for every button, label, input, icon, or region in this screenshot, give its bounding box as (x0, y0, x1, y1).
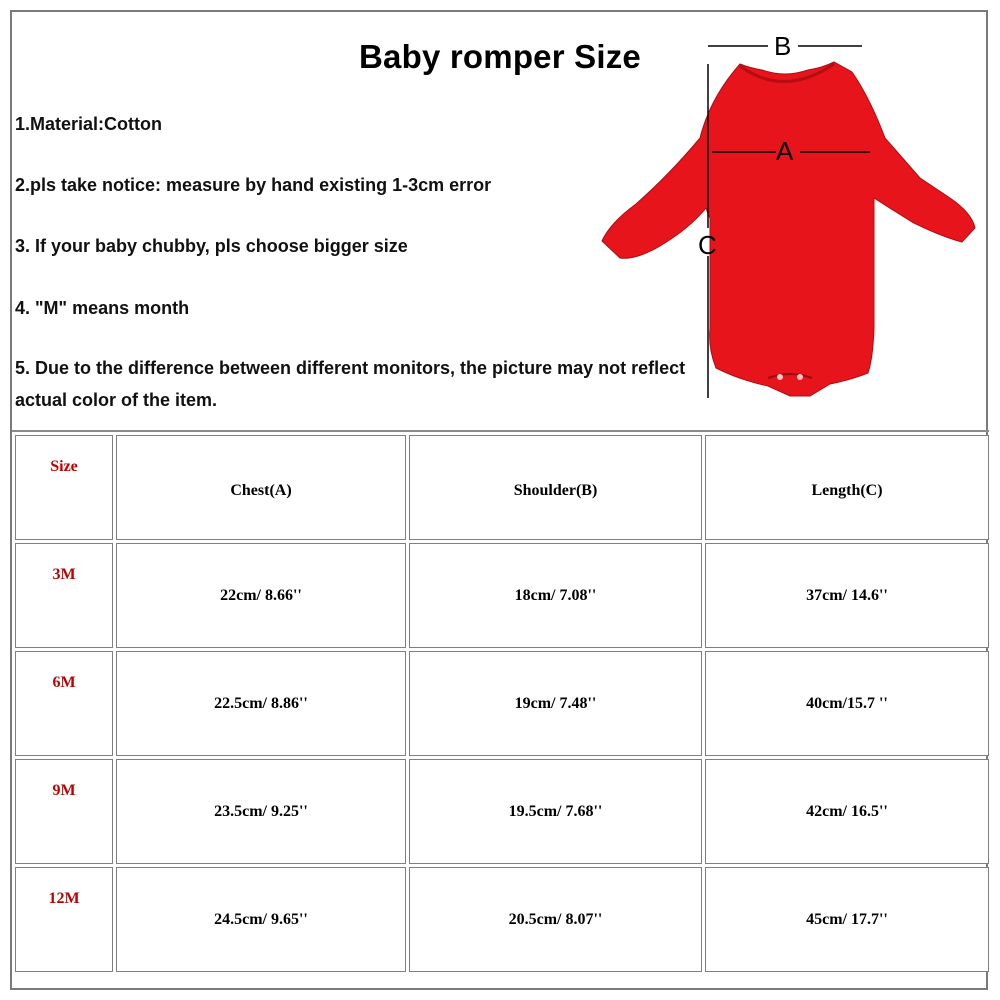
table-row (15, 651, 989, 756)
length-cell: 42cm/ 16.5'' (705, 759, 989, 864)
chest-cell: 23.5cm/ 9.25'' (116, 759, 406, 864)
snap-button (777, 374, 783, 380)
shoulder-cell: 18cm/ 7.08'' (409, 543, 702, 648)
note-chubby: 3. If your baby chubby, pls choose bigger size (15, 236, 408, 256)
note-monitor-color: 5. Due to the difference between different monitors, the picture may not reflect actual color of the item. (15, 358, 686, 410)
chest-cell: 22.5cm/ 8.86'' (116, 651, 406, 756)
table-header-row (15, 435, 989, 540)
length-cell: 37cm/ 14.6'' (705, 543, 989, 648)
shoulder-cell: 20.5cm/ 8.07'' (409, 867, 702, 972)
chest-cell: 22cm/ 8.66'' (116, 543, 406, 648)
note-month: 4. "M" means month (15, 298, 190, 318)
size-table-container (12, 430, 989, 975)
romper-diagram (590, 28, 990, 418)
snap-button (797, 374, 803, 380)
shoulder-cell: 19cm/ 7.48'' (409, 651, 702, 756)
table-row (15, 759, 989, 864)
label-a: A (776, 136, 794, 166)
length-cell: 40cm/15.7 '' (705, 651, 989, 756)
size-cell: 6M (15, 651, 113, 756)
size-cell: 3M (15, 543, 113, 648)
size-table (12, 432, 992, 975)
page-title: Baby romper Size (359, 38, 641, 75)
label-c: C (698, 230, 717, 260)
header-chest: Chest(A) (116, 435, 406, 540)
header-length: Length(C) (705, 435, 989, 540)
header-size: Size (15, 435, 113, 540)
table-row (15, 867, 989, 972)
romper-illustration (590, 28, 990, 418)
romper-shape (602, 62, 975, 396)
size-cell: 9M (15, 759, 113, 864)
note-material: 1.Material:Cotton (15, 114, 163, 134)
table-row (15, 543, 989, 648)
label-b: B (774, 31, 792, 61)
header-shoulder: Shoulder(B) (409, 435, 702, 540)
length-cell: 45cm/ 17.7'' (705, 867, 989, 972)
note-measure-error: 2.pls take notice: measure by hand existing 1-3cm error (15, 175, 492, 195)
size-cell: 12M (15, 867, 113, 972)
shoulder-cell: 19.5cm/ 7.68'' (409, 759, 702, 864)
chest-cell: 24.5cm/ 9.65'' (116, 867, 406, 972)
